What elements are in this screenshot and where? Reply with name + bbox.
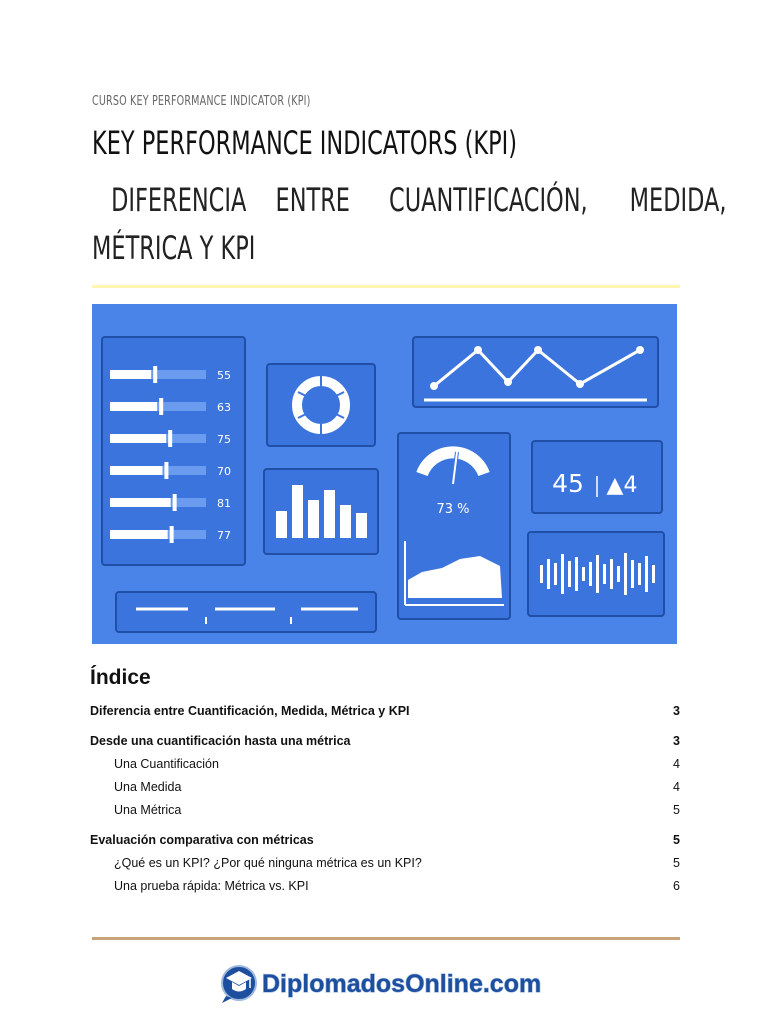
yellow-divider [92,285,680,288]
bottom-panel [116,592,376,632]
toc-entry-page: 6 [673,879,680,893]
subtitle-line-2: MÉTRICA Y KPI [92,229,256,267]
logo-text: DiplomadosOnline.com [262,970,542,998]
stat-value: 45 [552,469,584,498]
wave-bar [638,563,641,585]
bar-marker [170,526,174,543]
toc-entry-text: Desde una cuantificación hasta una métrica [90,734,351,748]
wave-bar [631,560,634,588]
bar-value-label: 63 [217,401,231,414]
wave-bar [617,566,620,582]
subtitle-word: CUANTIFICACIÓN, [388,181,588,219]
stat-delta: ▲4 [606,473,638,498]
bar-fill [110,370,151,379]
page-title: KEY PERFORMANCE INDICATORS (KPI) [92,124,518,162]
dashboard-illustration [92,304,677,644]
wave-bar [582,567,585,581]
subtitle-word: MEDIDA, [629,181,727,219]
toc-entry-text: Una Medida [114,780,182,794]
wave-bar [603,564,606,584]
toc-entry-page: 4 [673,780,680,794]
wave-bar [561,554,564,594]
wave-bar [610,559,613,589]
index-title: Índice [90,666,151,689]
bar-fill [110,466,162,475]
toc-entry-page: 3 [673,734,680,748]
wave-bar [624,553,627,595]
toc-entry-page: 5 [673,803,680,817]
toc-entry[interactable] [90,852,680,875]
dashboard-svg [92,304,677,644]
bar-value-label: 81 [217,497,231,510]
wave-bar [568,561,571,587]
bar-value-label: 77 [217,529,231,542]
wave-bar [645,556,648,592]
toc-entry-page: 4 [673,757,680,771]
toc-entry-page: 5 [673,856,680,870]
page-subtitle [92,176,727,272]
bar-marker [164,462,168,479]
wave-bar [547,559,550,589]
gauge-percent-label: 73 % [436,502,470,517]
wave-bar [554,563,557,585]
wave-bar [596,555,599,593]
bar-marker [159,398,163,415]
toc-entry-text: Una prueba rápida: Métrica vs. KPI [114,879,309,893]
bar-fill [110,530,168,539]
subtitle-word: ENTRE [275,181,351,219]
wave-bar [589,562,592,586]
toc-entry-page: 5 [673,833,680,847]
diplomadosonline-logo [218,958,558,1004]
subtitle-word: DIFERENCIA [111,181,247,219]
toc-entry-text: ¿Qué es un KPI? ¿Por qué ninguna métrica es un KPI? [114,856,422,870]
bar-value-label: 55 [217,369,231,382]
toc-entry[interactable] [90,799,680,822]
subtitle-line-1 [92,176,727,224]
graduation-cap-icon [222,966,256,1003]
bar-value-label: 70 [217,465,231,478]
course-label: CURSO KEY PERFORMANCE INDICATOR (KPI) [92,94,311,109]
bar-marker [153,366,157,383]
wave-bar [540,565,543,583]
toc-entry[interactable] [90,875,680,898]
toc-entry-text: Una Cuantificación [114,757,219,771]
toc-entry[interactable] [90,776,680,799]
toc-entry[interactable] [90,730,680,753]
bar-fill [110,434,166,443]
toc-entry-text: Evaluación comparativa con métricas [90,833,314,847]
toc-entry-text: Una Métrica [114,803,182,817]
bar-marker [173,494,177,511]
bar-value-label: 75 [217,433,231,446]
bar-fill [110,402,157,411]
toc-entry[interactable] [90,753,680,776]
toc-entry[interactable] [90,700,680,723]
toc-entry-page: 3 [673,704,680,718]
bar-fill [110,498,171,507]
wave-bar [652,565,655,583]
bar-marker [168,430,172,447]
toc-entry[interactable] [90,829,680,852]
toc-entry-text: Diferencia entre Cuantificación, Medida, Métrica y KPI [90,704,410,718]
wave-bar [575,557,578,591]
footer-divider [92,937,680,940]
table-of-contents [90,700,680,898]
